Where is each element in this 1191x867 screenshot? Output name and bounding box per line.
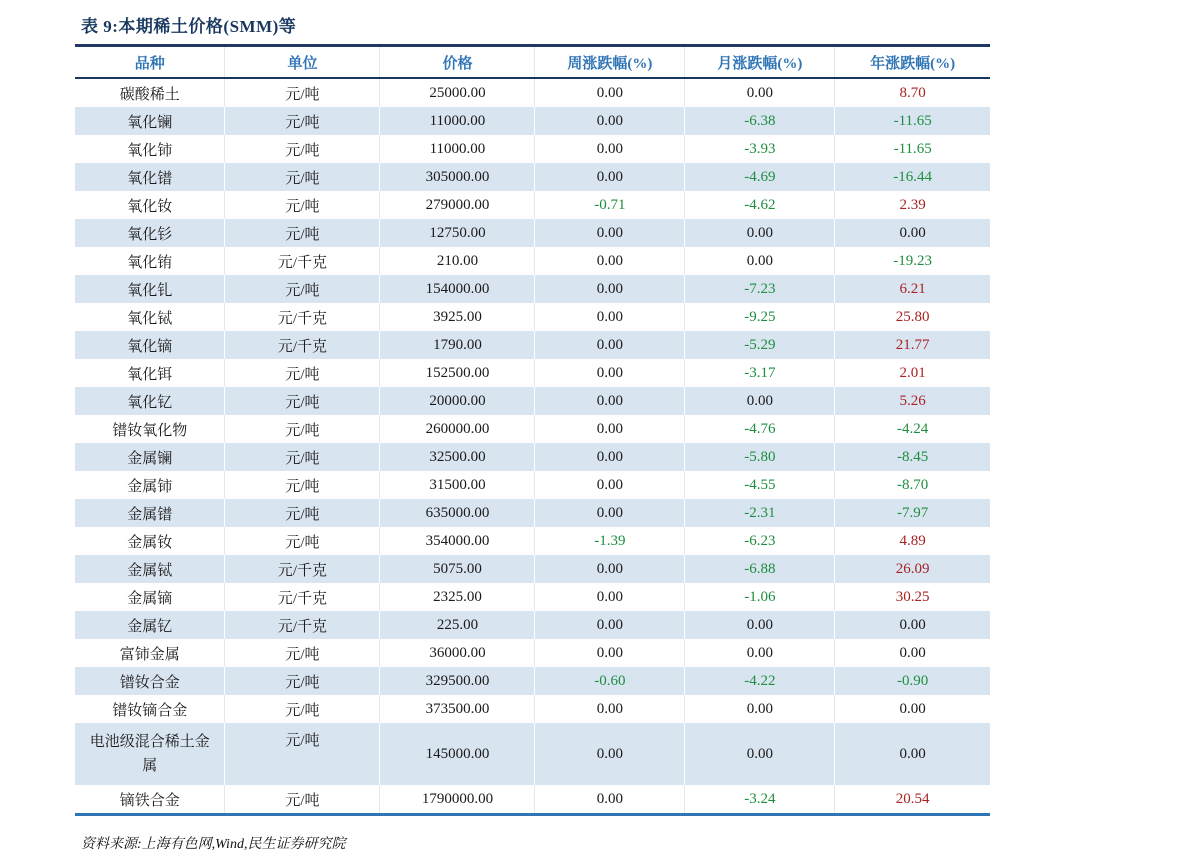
cell-price: 1790.00 (380, 331, 535, 359)
cell-price: 5075.00 (380, 555, 535, 583)
cell-month-change: 0.00 (685, 387, 835, 415)
cell-variety: 金属镧 (127, 450, 173, 467)
cell-year-change: -8.45 (835, 443, 990, 471)
cell-variety: 氧化铽 (127, 310, 173, 327)
header-unit: 单位 (225, 46, 380, 79)
table-row (75, 695, 990, 723)
cell-year-change: 0.00 (835, 219, 990, 247)
cell-unit: 元/吨 (225, 443, 380, 471)
cell-unit: 元/千克 (225, 247, 380, 275)
table-row (75, 555, 990, 583)
cell-year-change: 25.80 (835, 303, 990, 331)
cell-price: 36000.00 (380, 639, 535, 667)
table-row (75, 135, 990, 163)
table-row (75, 443, 990, 471)
cell-unit: 元/吨 (225, 78, 380, 107)
cell-week-change: 0.00 (535, 639, 685, 667)
cell-variety: 氧化钐 (127, 226, 173, 243)
cell-unit: 元/千克 (225, 331, 380, 359)
table-row (75, 107, 990, 135)
table-row (75, 471, 990, 499)
cell-unit: 元/吨 (225, 191, 380, 219)
cell-variety: 氧化镧 (127, 114, 173, 131)
cell-month-change: -4.62 (685, 191, 835, 219)
cell-week-change: 0.00 (535, 331, 685, 359)
cell-price: 152500.00 (380, 359, 535, 387)
cell-week-change: 0.00 (535, 107, 685, 135)
cell-unit: 元/吨 (225, 723, 380, 785)
cell-year-change: 2.01 (835, 359, 990, 387)
cell-price: 210.00 (380, 247, 535, 275)
cell-unit: 元/千克 (225, 611, 380, 639)
table-row (75, 219, 990, 247)
cell-unit: 元/千克 (225, 303, 380, 331)
table-row (75, 247, 990, 275)
cell-month-change: 0.00 (685, 695, 835, 723)
cell-week-change: 0.00 (535, 415, 685, 443)
table-row (75, 723, 990, 785)
table-row (75, 78, 990, 107)
cell-variety: 氧化铒 (127, 366, 173, 383)
cell-unit: 元/吨 (225, 785, 380, 815)
cell-year-change: 0.00 (835, 639, 990, 667)
cell-week-change: 0.00 (535, 611, 685, 639)
cell-unit: 元/吨 (225, 387, 380, 415)
cell-price: 20000.00 (380, 387, 535, 415)
cell-month-change: -5.80 (685, 443, 835, 471)
cell-month-change: -3.24 (685, 785, 835, 815)
cell-unit: 元/吨 (225, 499, 380, 527)
cell-unit: 元/吨 (225, 163, 380, 191)
cell-week-change: 0.00 (535, 303, 685, 331)
cell-unit: 元/吨 (225, 275, 380, 303)
cell-variety: 氧化镨 (127, 170, 173, 187)
cell-price: 145000.00 (380, 723, 535, 785)
cell-week-change: 0.00 (535, 583, 685, 611)
cell-variety: 氧化铕 (127, 254, 173, 271)
cell-price: 12750.00 (380, 219, 535, 247)
cell-price: 279000.00 (380, 191, 535, 219)
cell-year-change: 0.00 (835, 695, 990, 723)
table-row (75, 639, 990, 667)
cell-price: 635000.00 (380, 499, 535, 527)
cell-price: 3925.00 (380, 303, 535, 331)
cell-year-change: 20.54 (835, 785, 990, 815)
cell-price: 260000.00 (380, 415, 535, 443)
cell-month-change: -6.23 (685, 527, 835, 555)
rare-earth-price-table (75, 44, 990, 816)
cell-price: 11000.00 (380, 107, 535, 135)
header-price: 价格 (380, 46, 535, 79)
table-row (75, 583, 990, 611)
table-row (75, 359, 990, 387)
table-header (75, 46, 990, 79)
cell-price: 31500.00 (380, 471, 535, 499)
cell-week-change: 0.00 (535, 723, 685, 785)
cell-week-change: 0.00 (535, 219, 685, 247)
cell-month-change: 0.00 (685, 639, 835, 667)
cell-price: 154000.00 (380, 275, 535, 303)
cell-variety: 氧化钕 (127, 198, 173, 215)
cell-variety: 镨钕合金 (119, 674, 180, 691)
cell-price: 2325.00 (380, 583, 535, 611)
cell-variety: 金属铈 (127, 478, 173, 495)
cell-unit: 元/吨 (225, 667, 380, 695)
cell-year-change: -16.44 (835, 163, 990, 191)
table-row (75, 275, 990, 303)
cell-year-change: -8.70 (835, 471, 990, 499)
cell-variety: 金属钕 (127, 534, 173, 551)
cell-month-change: 0.00 (685, 219, 835, 247)
cell-variety: 镨钕氧化物 (112, 422, 188, 439)
cell-unit: 元/吨 (225, 415, 380, 443)
cell-variety: 电池级混合稀土金属 (89, 734, 210, 774)
cell-week-change: 0.00 (535, 443, 685, 471)
cell-variety: 富铈金属 (119, 646, 180, 663)
cell-week-change: 0.00 (535, 163, 685, 191)
cell-variety: 金属镨 (127, 506, 173, 523)
table-row (75, 163, 990, 191)
cell-week-change: 0.00 (535, 135, 685, 163)
cell-month-change: 0.00 (685, 611, 835, 639)
cell-month-change: -3.17 (685, 359, 835, 387)
cell-month-change: -7.23 (685, 275, 835, 303)
cell-week-change: 0.00 (535, 247, 685, 275)
cell-week-change: 0.00 (535, 78, 685, 107)
cell-month-change: -3.93 (685, 135, 835, 163)
cell-month-change: -4.69 (685, 163, 835, 191)
cell-variety: 镝铁合金 (75, 785, 225, 815)
cell-month-change: -9.25 (685, 303, 835, 331)
cell-price: 11000.00 (380, 135, 535, 163)
cell-variety: 氧化镝 (127, 338, 173, 355)
cell-year-change: -19.23 (835, 247, 990, 275)
cell-month-change: 0.00 (685, 78, 835, 107)
cell-month-change: -6.38 (685, 107, 835, 135)
table-row (75, 303, 990, 331)
cell-year-change: 21.77 (835, 331, 990, 359)
cell-price: 32500.00 (380, 443, 535, 471)
table-row (75, 191, 990, 219)
cell-year-change: 0.00 (835, 723, 990, 785)
cell-month-change: -4.55 (685, 471, 835, 499)
cell-month-change: -2.31 (685, 499, 835, 527)
cell-month-change: -1.06 (685, 583, 835, 611)
cell-year-change: 4.89 (835, 527, 990, 555)
cell-month-change: 0.00 (685, 723, 835, 785)
cell-week-change: -0.60 (535, 667, 685, 695)
cell-price: 1790000.00 (380, 785, 535, 815)
table-row (75, 331, 990, 359)
cell-year-change: -11.65 (835, 135, 990, 163)
cell-year-change: 5.26 (835, 387, 990, 415)
cell-year-change: 2.39 (835, 191, 990, 219)
cell-price: 305000.00 (380, 163, 535, 191)
cell-month-change: 0.00 (685, 247, 835, 275)
table-title: 表 9:本期稀土价格(SMM)等 (81, 17, 297, 36)
cell-unit: 元/吨 (225, 695, 380, 723)
table-row (75, 499, 990, 527)
cell-week-change: 0.00 (535, 555, 685, 583)
cell-variety: 镨钕镝合金 (112, 702, 188, 719)
table-row (75, 527, 990, 555)
cell-year-change: 26.09 (835, 555, 990, 583)
cell-variety: 金属镝 (127, 590, 173, 607)
cell-unit: 元/吨 (225, 527, 380, 555)
cell-unit: 元/吨 (225, 471, 380, 499)
cell-year-change: -7.97 (835, 499, 990, 527)
cell-variety: 氧化铈 (127, 142, 173, 159)
cell-week-change: -1.39 (535, 527, 685, 555)
cell-unit: 元/吨 (225, 359, 380, 387)
cell-price: 354000.00 (380, 527, 535, 555)
cell-price: 373500.00 (380, 695, 535, 723)
cell-week-change: 0.00 (535, 359, 685, 387)
report-table-block (75, 8, 990, 853)
cell-year-change: -0.90 (835, 667, 990, 695)
header-year-change: 年涨跌幅(%) (835, 46, 990, 79)
table-row (75, 415, 990, 443)
cell-year-change: -4.24 (835, 415, 990, 443)
cell-year-change: 8.70 (835, 78, 990, 107)
table-row (75, 387, 990, 415)
cell-month-change: -6.88 (685, 555, 835, 583)
table-body (75, 78, 990, 815)
cell-unit: 元/吨 (225, 107, 380, 135)
table-row (75, 611, 990, 639)
header-month-change: 月涨跌幅(%) (685, 46, 835, 79)
cell-year-change: 0.00 (835, 611, 990, 639)
cell-week-change: 0.00 (535, 695, 685, 723)
cell-week-change: 0.00 (535, 275, 685, 303)
table-row (75, 785, 990, 815)
cell-variety: 氧化钇 (127, 394, 173, 411)
cell-year-change: -11.65 (835, 107, 990, 135)
cell-week-change: 0.00 (535, 785, 685, 815)
cell-month-change: -4.76 (685, 415, 835, 443)
table-row (75, 667, 990, 695)
header-row (75, 46, 990, 79)
cell-year-change: 30.25 (835, 583, 990, 611)
header-week-change: 周涨跌幅(%) (535, 46, 685, 79)
cell-variety: 金属铽 (127, 562, 173, 579)
source-note: 资料来源:上海有色网,Wind,民生证券研究院 (81, 837, 346, 852)
cell-unit: 元/吨 (225, 219, 380, 247)
cell-month-change: -5.29 (685, 331, 835, 359)
cell-price: 225.00 (380, 611, 535, 639)
cell-unit: 元/吨 (225, 135, 380, 163)
cell-variety: 碳酸稀土 (119, 86, 180, 103)
cell-unit: 元/千克 (225, 583, 380, 611)
cell-year-change: 6.21 (835, 275, 990, 303)
cell-price: 25000.00 (380, 78, 535, 107)
cell-month-change: -4.22 (685, 667, 835, 695)
cell-unit: 元/吨 (225, 639, 380, 667)
cell-unit: 元/千克 (225, 555, 380, 583)
cell-week-change: 0.00 (535, 471, 685, 499)
cell-week-change: 0.00 (535, 387, 685, 415)
cell-variety: 氧化钆 (127, 282, 173, 299)
header-variety: 品种 (75, 46, 225, 79)
cell-variety: 金属钇 (127, 618, 173, 635)
cell-price: 329500.00 (380, 667, 535, 695)
cell-week-change: -0.71 (535, 191, 685, 219)
cell-week-change: 0.00 (535, 499, 685, 527)
